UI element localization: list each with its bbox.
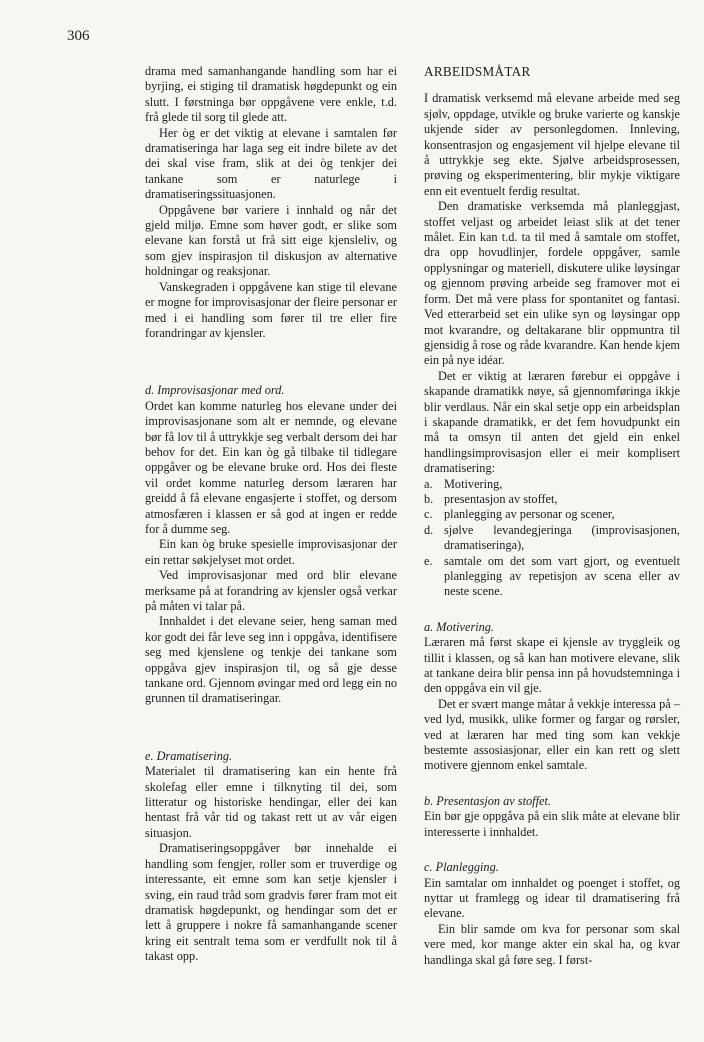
paragraph: drama med samanhangande handling som har ei byrjing, ei stiging til dramatisk høgdepunkt og ein slutt. I førstninga bør oppgåvene vere enkle, t.d. frå glede til sorg til glede att. <box>145 64 397 125</box>
paragraph: Ordet kan komme naturleg hos elevane under dei improvisasjonane som alt er nemnde, og elevane bør få lov til å uttrykkje seg verbalt dersom dei har behov for det. Ein kan òg gå tilbake til tidlegare oppgåver og be elevane bruke ord. Hos dei fleste vil ordet komme naturleg dersom læraren har greidd å få elevane engasjerte i stoffet, og dersom atmosfæren i klassen er så god at ingen er redde for å dumme seg. <box>145 398 397 536</box>
paragraph: I dramatisk verksemd må elevane arbeide med seg sjølv, oppdage, utvikle og bruke varierte og kanskje ukjende sider av personlegdomen. Innleving, konsentrasjon og engasjement vil hjelpe elevane til å uttrykkje seg ekte. Sjølve arbeidsprosessen, prøving og eksperimentering, blir mykje viktigare enn eit eventuelt ferdig resultat. <box>424 91 680 198</box>
paragraph: Oppgåvene bør variere i innhald og når det gjeld miljø. Emne som høver godt, er slike som elevane kan forstå ut frå sitt eige kjensleliv, og som gjev inspirasjon til diskusjon av alternative holdningar og reaksjonar. <box>145 202 397 279</box>
list-item <box>424 554 680 600</box>
step-list <box>424 477 680 600</box>
list-text: presentasjon av stoffet, <box>444 491 558 506</box>
paragraph: Vanskegraden i oppgåvene kan stige til elevane er mogne for improvisasjonar der fleire personar er med i ei handling som fører til tre eller fire forandringar av kjensler. <box>145 279 397 340</box>
list-text: sjølve levandegjeringa (improvisasjonen, dramatiseringa), <box>444 522 680 553</box>
list-text: Motivering, <box>444 476 503 491</box>
paragraph: Ved improvisasjonar med ord blir elevane merksame på at forandring av kjensler også verkar på måten vi talar på. <box>145 568 397 613</box>
right-column <box>424 64 680 968</box>
paragraph: Materialet til dramatisering kan ein hente frå skolefag eller emne i tilknyting til dei, som litteratur og historiske hendingar, eller dei kan hentast frå vår tid og takast rett ut av vår eigen situasjon. <box>145 764 397 840</box>
list-marker: b. <box>424 491 434 506</box>
section-heading-c: c. Planlegging. <box>424 860 499 875</box>
page-number: 306 <box>67 28 90 44</box>
list-item <box>424 507 680 522</box>
list-text: samtale om det som vart gjort, og eventuelt planlegging av repetisjon av scena eller av neste scene. <box>444 553 680 599</box>
paragraph: Ein kan òg bruke spesielle improvisasjonar der ein rettar søkjelyset mot ordet. <box>145 537 397 567</box>
list-item <box>424 492 680 507</box>
paragraph: Ein blir samde om kva for personar som skal vere med, kor mange akter ein skal ha, og kvar handlinga skal gå føre seg. I først- <box>424 921 680 967</box>
paragraph: Dramatiseringsoppgåver bør innehalde ei handling som fengjer, roller som er truverdige og interessante, eit emne som kan setje kjensler i sving, ein raud tråd som gradvis fører fram mot eit dramatisk høgdepunkt, og hendingar som det er lett å gruppere i nokre få samanhangande scener kring eit sentralt tema som er verdfullt nok til å takast opp. <box>145 841 397 964</box>
paragraph: Her òg er det viktig at elevane i samtalen før dramatiseringa har laga seg eit indre bilete av det dei skal vise fram, slik at dei òg tenkjer dei tankane som er naturlege i dramatiseringssituasjonen. <box>145 125 397 202</box>
list-text: planlegging av personar og scener, <box>444 507 615 522</box>
list-item <box>424 523 680 554</box>
paragraph: Læraren må først skape ei kjensle av tryggleik og tillit i klassen, og så kan han motivere elevane, slik at tankane deira blir pensa inn på hovudstemninga i den oppgåva ein vil gje. <box>424 635 680 696</box>
left-column <box>145 64 397 965</box>
list-item <box>424 477 680 492</box>
paragraph: Det er svært mange måtar å vekkje interessa på – ved lyd, musikk, ulike former og fargar og rørsler, ved at læraren har med ting som kan vekkje bestemte assosiasjonar, eller ein kan rett og slett motivere gjennom enkel samtale. <box>424 696 680 773</box>
section-heading-e: e. Dramatisering. <box>145 748 233 763</box>
section-heading-a: a. Motivering. <box>424 619 495 634</box>
section-heading-arbeidsmatar: ARBEIDSMÅTAR <box>424 64 531 79</box>
paragraph: Ein bør gje oppgåva på ein slik måte at elevane blir interesserte i innhaldet. <box>424 809 680 839</box>
list-marker: a. <box>424 476 433 491</box>
paragraph: Det er viktig at læraren førebur ei oppgåve i skapande dramatikk nøye, så gjennomføringa ikkje blir verdlaus. Når ein skal setje opp ein arbeidsplan i skapande dramatikk, er det fem hovudpunkt ein må ta omsyn til anten det gjeld ein enkel handlingsimprovisasjon eller ei meir komplisert dramatisering: <box>424 368 680 476</box>
section-heading-b: b. Presentasjon av stoffet. <box>424 793 551 808</box>
list-marker: d. <box>424 522 434 537</box>
list-marker: e. <box>424 553 433 568</box>
paragraph: Innhaldet i det elevane seier, heng saman med kor godt dei får leve seg inn i oppgåva, identifisere seg med kjenslene og tenkje dei tankane som oppgåva gjev inspirasjon til, og så gje desse tankane ord. Gjennom øvingar med ord legg ein no grunnen til dramatiseringar. <box>145 614 397 706</box>
section-heading-d: d. Improvisasjonar med ord. <box>145 383 285 398</box>
paragraph: Ein samtalar om innhaldet og poenget i stoffet, og nyttar ut framlegg og idear til dramatisering frå elevane. <box>424 875 680 921</box>
list-marker: c. <box>424 507 433 522</box>
paragraph: Den dramatiske verksemda må planleggjast, stoffet veljast og arbeidet leiast slik at det tener målet. Ein kan t.d. ta til med å samtale om stoffet, dra opp hovudlinjer, fordele oppgåver, samle opplysningar og materiell, diskutere ulike løysingar og gjennom prøving arbeide seg framover mot ei form. Det må vere plass for spontanitet og fantasi. Ved etterarbeid set ein ulike syn og løysingar opp mot kvarandre, og deltakarane blir oppmuntra til gjensidig å rose og råde kvarandre. Kan hende kjem ein på nye idéar. <box>424 199 680 368</box>
